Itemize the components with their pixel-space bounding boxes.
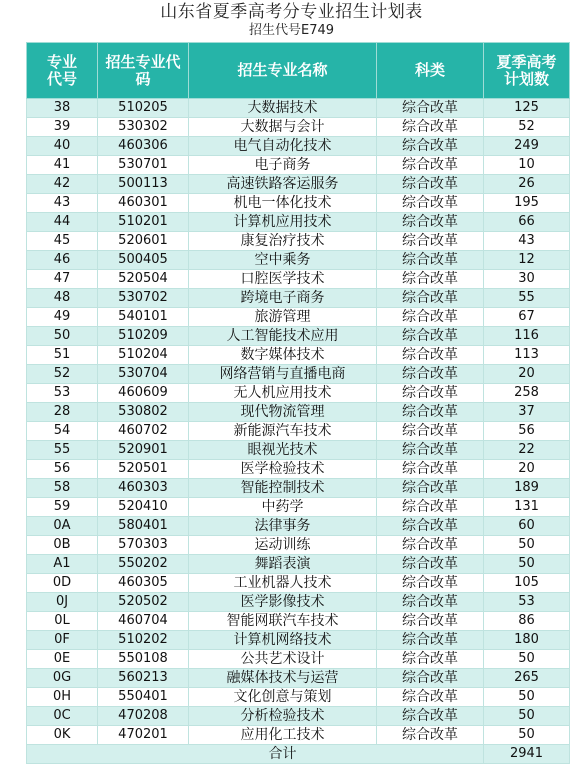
cell-category: 综合改革 — [377, 460, 484, 479]
table-row — [27, 593, 570, 612]
table-row — [27, 422, 570, 441]
cell-category: 综合改革 — [377, 175, 484, 194]
cell-plan-count: 105 — [484, 574, 570, 593]
cell-major-id: 56 — [27, 460, 98, 479]
cell-major-name: 口腔医学技术 — [189, 270, 377, 289]
cell-major-code: 470201 — [98, 726, 189, 745]
cell-major-id: A1 — [27, 555, 98, 574]
table-header — [27, 43, 570, 99]
cell-major-id: 49 — [27, 308, 98, 327]
cell-major-name: 电子商务 — [189, 156, 377, 175]
header-major-name — [189, 43, 377, 99]
cell-major-code: 530704 — [98, 365, 189, 384]
cell-category: 综合改革 — [377, 194, 484, 213]
cell-major-code: 530802 — [98, 403, 189, 422]
cell-major-code: 530302 — [98, 118, 189, 137]
cell-plan-count: 20 — [484, 460, 570, 479]
table-row — [27, 517, 570, 536]
table-row — [27, 137, 570, 156]
cell-major-name: 工业机器人技术 — [189, 574, 377, 593]
table-row — [27, 251, 570, 270]
cell-plan-count: 131 — [484, 498, 570, 517]
cell-major-id: 45 — [27, 232, 98, 251]
cell-plan-count: 22 — [484, 441, 570, 460]
cell-category: 综合改革 — [377, 593, 484, 612]
cell-major-id: 0L — [27, 612, 98, 631]
header-major-id — [27, 43, 98, 99]
cell-major-name: 公共艺术设计 — [189, 650, 377, 669]
cell-category: 综合改革 — [377, 574, 484, 593]
table-row — [27, 270, 570, 289]
cell-major-code: 460305 — [98, 574, 189, 593]
header-plan-count — [484, 43, 570, 99]
cell-major-name: 高速铁路客运服务 — [189, 175, 377, 194]
cell-plan-count: 180 — [484, 631, 570, 650]
cell-plan-count: 52 — [484, 118, 570, 137]
cell-major-name: 电气自动化技术 — [189, 137, 377, 156]
cell-major-name: 数字媒体技术 — [189, 346, 377, 365]
cell-major-id: 51 — [27, 346, 98, 365]
total-spacer-left — [27, 745, 98, 764]
header-row — [27, 43, 570, 99]
cell-major-code: 460301 — [98, 194, 189, 213]
cell-major-name: 中药学 — [189, 498, 377, 517]
cell-category: 综合改革 — [377, 612, 484, 631]
table-row — [27, 365, 570, 384]
cell-major-name: 医学检验技术 — [189, 460, 377, 479]
cell-plan-count: 30 — [484, 270, 570, 289]
cell-plan-count: 37 — [484, 403, 570, 422]
cell-major-name: 计算机网络技术 — [189, 631, 377, 650]
cell-major-name: 智能控制技术 — [189, 479, 377, 498]
cell-major-name: 运动训练 — [189, 536, 377, 555]
cell-plan-count: 50 — [484, 688, 570, 707]
cell-major-code: 460702 — [98, 422, 189, 441]
cell-major-id: 0B — [27, 536, 98, 555]
cell-major-id: 0C — [27, 707, 98, 726]
cell-plan-count: 86 — [484, 612, 570, 631]
total-value: 2941 — [484, 745, 570, 764]
cell-major-code: 570303 — [98, 536, 189, 555]
cell-major-id: 40 — [27, 137, 98, 156]
cell-major-code: 520501 — [98, 460, 189, 479]
cell-category: 综合改革 — [377, 422, 484, 441]
cell-plan-count: 189 — [484, 479, 570, 498]
table-row — [27, 707, 570, 726]
cell-major-code: 500405 — [98, 251, 189, 270]
cell-major-name: 眼视光技术 — [189, 441, 377, 460]
cell-plan-count: 60 — [484, 517, 570, 536]
table-row — [27, 327, 570, 346]
cell-major-id: 48 — [27, 289, 98, 308]
cell-plan-count: 50 — [484, 726, 570, 745]
table-row — [27, 726, 570, 745]
cell-major-code: 520502 — [98, 593, 189, 612]
cell-plan-count: 125 — [484, 99, 570, 118]
cell-plan-count: 10 — [484, 156, 570, 175]
cell-major-name: 大数据与会计 — [189, 118, 377, 137]
cell-major-id: 41 — [27, 156, 98, 175]
cell-plan-count: 50 — [484, 707, 570, 726]
table-body — [27, 99, 570, 745]
table-row — [27, 555, 570, 574]
cell-major-name: 分析检验技术 — [189, 707, 377, 726]
cell-major-code: 510201 — [98, 213, 189, 232]
header-plan-count-label: 夏季高考计划数 — [496, 52, 557, 88]
cell-plan-count: 26 — [484, 175, 570, 194]
cell-major-id: 47 — [27, 270, 98, 289]
cell-category: 综合改革 — [377, 99, 484, 118]
cell-category: 综合改革 — [377, 726, 484, 745]
cell-plan-count: 265 — [484, 669, 570, 688]
cell-major-name: 康复治疗技术 — [189, 232, 377, 251]
cell-major-id: 39 — [27, 118, 98, 137]
cell-category: 综合改革 — [377, 536, 484, 555]
header-major-id-label: 专业代号 — [46, 52, 77, 88]
table-footer — [27, 745, 570, 764]
cell-major-name: 智能网联汽车技术 — [189, 612, 377, 631]
header-major-code-label: 招生专业代码 — [105, 52, 181, 88]
cell-major-id: 0G — [27, 669, 98, 688]
cell-major-name: 新能源汽车技术 — [189, 422, 377, 441]
cell-major-name: 网络营销与直播电商 — [189, 365, 377, 384]
table-row — [27, 479, 570, 498]
cell-major-name: 应用化工技术 — [189, 726, 377, 745]
table-row — [27, 308, 570, 327]
table-row — [27, 213, 570, 232]
cell-category: 综合改革 — [377, 308, 484, 327]
table-row — [27, 631, 570, 650]
cell-plan-count: 53 — [484, 593, 570, 612]
cell-category: 综合改革 — [377, 365, 484, 384]
cell-category: 综合改革 — [377, 441, 484, 460]
cell-category: 综合改革 — [377, 479, 484, 498]
table-row — [27, 688, 570, 707]
cell-major-id: 42 — [27, 175, 98, 194]
cell-category: 综合改革 — [377, 346, 484, 365]
page-subtitle: 招生代号E749 — [248, 23, 335, 38]
total-spacer-right — [377, 745, 484, 764]
cell-major-name: 机电一体化技术 — [189, 194, 377, 213]
cell-major-id: 0J — [27, 593, 98, 612]
total-row — [27, 745, 570, 764]
table-row — [27, 612, 570, 631]
cell-major-code: 550108 — [98, 650, 189, 669]
cell-category: 综合改革 — [377, 270, 484, 289]
cell-plan-count: 43 — [484, 232, 570, 251]
cell-major-code: 460303 — [98, 479, 189, 498]
table-row — [27, 194, 570, 213]
cell-major-id: 0K — [27, 726, 98, 745]
cell-major-name: 大数据技术 — [189, 99, 377, 118]
cell-category: 综合改革 — [377, 251, 484, 270]
cell-major-name: 现代物流管理 — [189, 403, 377, 422]
cell-major-id: 54 — [27, 422, 98, 441]
cell-major-name: 空中乘务 — [189, 251, 377, 270]
cell-major-name: 人工智能技术应用 — [189, 327, 377, 346]
cell-major-id: 0D — [27, 574, 98, 593]
cell-major-code: 530702 — [98, 289, 189, 308]
table-row — [27, 536, 570, 555]
cell-major-id: 28 — [27, 403, 98, 422]
cell-major-name: 医学影像技术 — [189, 593, 377, 612]
cell-major-id: 50 — [27, 327, 98, 346]
cell-plan-count: 56 — [484, 422, 570, 441]
cell-major-code: 510209 — [98, 327, 189, 346]
cell-major-code: 580401 — [98, 517, 189, 536]
cell-major-code: 530701 — [98, 156, 189, 175]
cell-major-id: 44 — [27, 213, 98, 232]
cell-major-id: 0E — [27, 650, 98, 669]
table-row — [27, 156, 570, 175]
cell-major-name: 法律事务 — [189, 517, 377, 536]
table-row — [27, 669, 570, 688]
cell-major-code: 510205 — [98, 99, 189, 118]
cell-plan-count: 50 — [484, 536, 570, 555]
cell-major-code: 520901 — [98, 441, 189, 460]
cell-category: 综合改革 — [377, 555, 484, 574]
table-row — [27, 175, 570, 194]
cell-major-id: 58 — [27, 479, 98, 498]
cell-major-code: 520601 — [98, 232, 189, 251]
table-row — [27, 384, 570, 403]
cell-category: 综合改革 — [377, 517, 484, 536]
cell-major-code: 460704 — [98, 612, 189, 631]
cell-major-id: 0A — [27, 517, 98, 536]
cell-major-name: 旅游管理 — [189, 308, 377, 327]
cell-major-name: 无人机应用技术 — [189, 384, 377, 403]
cell-plan-count: 258 — [484, 384, 570, 403]
cell-major-name: 舞蹈表演 — [189, 555, 377, 574]
table-row — [27, 346, 570, 365]
cell-major-id: 46 — [27, 251, 98, 270]
cell-major-code: 500113 — [98, 175, 189, 194]
header-major-code — [98, 43, 189, 99]
table-row — [27, 99, 570, 118]
cell-category: 综合改革 — [377, 403, 484, 422]
cell-plan-count: 12 — [484, 251, 570, 270]
cell-plan-count: 67 — [484, 308, 570, 327]
table-row — [27, 460, 570, 479]
table-row — [27, 232, 570, 251]
cell-plan-count: 66 — [484, 213, 570, 232]
table-row — [27, 118, 570, 137]
cell-major-id: 55 — [27, 441, 98, 460]
cell-plan-count: 55 — [484, 289, 570, 308]
cell-major-id: 0F — [27, 631, 98, 650]
table-row — [27, 498, 570, 517]
header-category — [377, 43, 484, 99]
cell-major-id: 59 — [27, 498, 98, 517]
cell-category: 综合改革 — [377, 631, 484, 650]
cell-major-code: 520410 — [98, 498, 189, 517]
cell-plan-count: 20 — [484, 365, 570, 384]
cell-major-name: 文化创意与策划 — [189, 688, 377, 707]
cell-category: 综合改革 — [377, 156, 484, 175]
page-title: 山东省夏季高考分专业招生计划表 — [160, 2, 423, 22]
cell-plan-count: 113 — [484, 346, 570, 365]
cell-category: 综合改革 — [377, 498, 484, 517]
cell-major-code: 520504 — [98, 270, 189, 289]
cell-major-code: 510204 — [98, 346, 189, 365]
cell-plan-count: 249 — [484, 137, 570, 156]
cell-category: 综合改革 — [377, 707, 484, 726]
cell-major-name: 计算机应用技术 — [189, 213, 377, 232]
header-category-label: 科类 — [414, 61, 445, 79]
cell-major-name: 融媒体技术与运营 — [189, 669, 377, 688]
cell-major-id: 0H — [27, 688, 98, 707]
cell-category: 综合改革 — [377, 137, 484, 156]
cell-category: 综合改革 — [377, 650, 484, 669]
cell-major-id: 43 — [27, 194, 98, 213]
cell-major-code: 510202 — [98, 631, 189, 650]
total-label: 合计 — [189, 745, 377, 764]
cell-major-id: 38 — [27, 99, 98, 118]
cell-major-id: 52 — [27, 365, 98, 384]
cell-plan-count: 50 — [484, 650, 570, 669]
cell-category: 综合改革 — [377, 384, 484, 403]
enrollment-table — [26, 42, 570, 764]
table-row — [27, 289, 570, 308]
total-spacer-mid — [98, 745, 189, 764]
cell-major-code: 460306 — [98, 137, 189, 156]
cell-plan-count: 116 — [484, 327, 570, 346]
cell-major-code: 460609 — [98, 384, 189, 403]
cell-category: 综合改革 — [377, 688, 484, 707]
cell-major-code: 470208 — [98, 707, 189, 726]
cell-category: 综合改革 — [377, 669, 484, 688]
cell-major-code: 540101 — [98, 308, 189, 327]
cell-major-code: 550202 — [98, 555, 189, 574]
table-row — [27, 403, 570, 422]
cell-category: 综合改革 — [377, 289, 484, 308]
cell-plan-count: 195 — [484, 194, 570, 213]
header-major-name-label: 招生专业名称 — [237, 61, 328, 79]
table-row — [27, 574, 570, 593]
cell-major-code: 560213 — [98, 669, 189, 688]
cell-category: 综合改革 — [377, 327, 484, 346]
cell-category: 综合改革 — [377, 232, 484, 251]
cell-major-name: 跨境电子商务 — [189, 289, 377, 308]
cell-major-code: 550401 — [98, 688, 189, 707]
cell-category: 综合改革 — [377, 118, 484, 137]
cell-category: 综合改革 — [377, 213, 484, 232]
cell-major-id: 53 — [27, 384, 98, 403]
cell-plan-count: 50 — [484, 555, 570, 574]
table-row — [27, 441, 570, 460]
table-row — [27, 650, 570, 669]
